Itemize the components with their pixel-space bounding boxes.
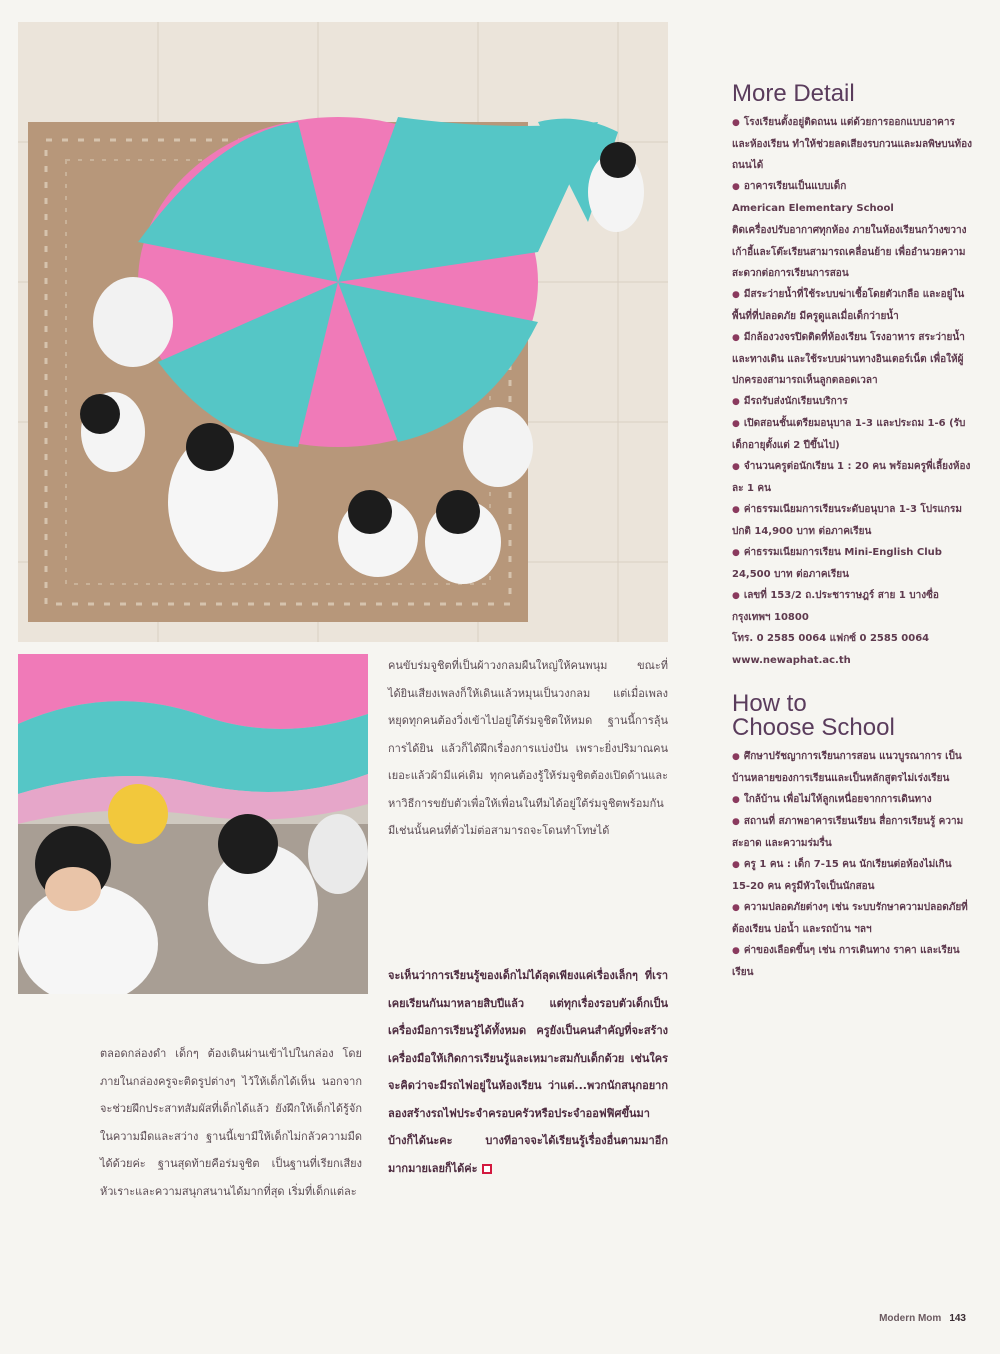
page-number: 143: [949, 1313, 966, 1324]
article-text-left-bottom: [100, 1040, 362, 1205]
how-to-item: ● ครู 1 คน : เด็ก 7-15 คน นักเรียนต่อห้องไม่เกิน 15-20 คน ครูมีหัวใจเป็นนักสอน: [732, 854, 972, 897]
how-to-item: ● ศึกษาปรัชญาการเรียนการสอน แนวบูรณาการ เป็นบ้านหลายของการเรียนและเป็นหลักสูตรไม่เร่งเรียน: [732, 746, 972, 789]
more-detail-list: [732, 112, 972, 672]
how-to-item: ● ความปลอดภัยต่างๆ เช่น ระบบรักษาความปลอดภัยที่ต้องเรียน บ่อน้ำ และรถบ้าน ฯลฯ: [732, 897, 972, 940]
detail-item: ● ค่าธรรมเนียมการเรียนระดับอนุบาล 1-3 โปรแกรมปกติ 14,900 บาท ต่อภาคเรียน: [732, 499, 972, 542]
detail-item-school-type: American Elementary School: [732, 203, 894, 214]
under-parachute-illustration: [18, 654, 368, 994]
detail-item-phone: โทร. 0 2585 0064 แฟกซ์ 0 2585 0064: [732, 633, 930, 644]
detail-item-address: ● เลขที่ 153/2 ถ.ประชาราษฎร์ สาย 1 บางซื่อ กรุงเทพฯ 10800: [732, 585, 972, 628]
detail-item: ● จำนวนครูต่อนักเรียน 1 : 20 คน พร้อมครูพี่เลี้ยงห้องละ 1 คน: [732, 456, 972, 499]
how-to-item: ● ค่าของเลือดขึ้นๆ เช่น การเดินทาง ราคา และเรียนเรียน: [732, 940, 972, 983]
paragraph: ตลอดกล่องดำ เด็กๆ ต้องเดินผ่านเข้าไปในกล่อง โดยภายในกล่องครูจะติดรูปต่างๆ ไว้ให้เด็กได้เห็น นอกจากจะช่วยฝึกประสาทสัมผัสที่เด็กได้แล้ว ยังฝึกให้เด็กได้รู้จักในความมืดและสว่าง ฐานนี้เขามีให้เด็กไม่กลัวความมืดได้ด้วยค่ะ ฐานสุดท้ายคือร่มจูชิต เป็นฐานที่เรียกเสียงหัวเราะและความสนุกสนานได้มากที่สุด เริ่มที่เด็กแต่ละ: [100, 1047, 362, 1198]
article-text-mid-top: [388, 652, 668, 845]
detail-item: ● โรงเรียนตั้งอยู่ติดถนน แต่ด้วยการออกแบบอาคารและห้องเรียน ทำให้ช่วยลดเสียงรบกวนและมลพิษบนท้องถนนได้: [732, 112, 972, 176]
end-mark-icon: [482, 1164, 492, 1174]
paragraph: จะเห็นว่าการเรียนรู้ของเด็กไม่ได้ลุดเพียงแค่เรื่องเล็กๆ ที่เราเคยเรียนกันมาหลายสิบปีแล้ว แต่ทุกเรื่องรอบตัวเด็กเป็นเครื่องมือการเรียนรู้ได้ทั้งหมด ครูยังเป็นคนสำคัญที่จะสร้างเครื่องมือให้เกิดการเรียนรู้และเหมาะสมกับเด็กด้วย เช่นใครจะคิดว่าจะมีรถไฟอยู่ในห้องเรียน ว่าแต่...พวกนักสนุกอยากลองสร้างรถไฟประจำครอบครัวหรือประจำออฟฟิศขึ้นมาบ้างก็ได้นะคะ บางทีอาจจะได้เรียนรู้เรื่องอื่นตามมาอีกมากมายเลยก็ได้ค่ะ: [388, 969, 668, 1175]
detail-item-website[interactable]: www.newaphat.ac.th: [732, 655, 851, 666]
detail-item: ● ค่าธรรมเนียมการเรียน Mini-English Club 24,500 บาท ต่อภาคเรียน: [732, 542, 972, 585]
detail-item: ● เปิดสอนชั้นเตรียมอนุบาล 1-3 และประถม 1-6 (รับเด็กอายุตั้งแต่ 2 ปีขึ้นไป): [732, 413, 972, 456]
detail-item: ● มีสระว่ายน้ำที่ใช้ระบบฆ่าเชื้อโดยตัวเกลือ และอยู่ในพื้นที่ที่ปลอดภัย มีครูดูแลเมื่อเด็กว่ายน้ำ: [732, 284, 972, 327]
more-detail-heading: More Detail: [732, 80, 855, 107]
sidebar: [732, 82, 972, 983]
detail-item: ● อาคารเรียนเป็นแบบเด็ก: [732, 176, 972, 198]
detail-item: ● มีรถรับส่งนักเรียนบริการ: [732, 391, 972, 413]
detail-item: ● มีกล้องวงจรปิดติดที่ห้องเรียน โรงอาหาร สระว่ายน้ำ และทางเดิน และใช้ระบบผ่านทางอินเตอร์เน็ต เพื่อให้ผู้ปกครองสามารถเห็นลูกตลอดเวลา: [732, 327, 972, 391]
article-text-mid-bottom: [388, 962, 668, 1182]
how-to-item: ● ใกล้บ้าน เพื่อไม่ให้ลูกเหนื่อยจากการเดินทาง: [732, 789, 972, 811]
photo-parachute-overhead: [18, 22, 668, 642]
how-to-heading: How to Choose School: [732, 690, 895, 741]
detail-item: ติดเครื่องปรับอากาศทุกห้อง ภายในห้องเรียนกว้างขวาง เก้าอี้และโต๊ะเรียนสามารถเคลื่อนย้าย เพื่ออำนวยความสะดวกต่อการเรียนการสอน: [732, 225, 967, 279]
magazine-name: Modern Mom: [879, 1313, 942, 1324]
how-to-list: [732, 746, 972, 983]
parachute-overhead-illustration: [18, 22, 668, 642]
photo-under-parachute: [18, 654, 368, 994]
paragraph: คนขับร่มจูชิตที่เป็นผ้าวงกลมผืนใหญ่ให้คนพนุม ขณะที่ได้ยินเสียงเพลงก็ให้เดินแล้วหมุนเป็นวงกลม แต่เมื่อเพลงหยุดทุกคนต้องวิ่งเข้าไปอยู่ใต้ร่มจูชิตให้หมด ฐานนี้การลุ้นการได้ยิน แล้วก็ได้ฝึกเรื่องการแบ่งปัน เพราะยิ่งปริมาณคนเยอะแล้วผ้ามีแค่เดิม ทุกคนต้องรู้ให้ร่มจูชิตต้องเปิดด้านและหาวิธีการขยับตัวเพื่อให้เพื่อนในทีมได้อยู่ใต้ร่มจูชิตพร้อมกัน มีเช่นนั้นคนที่ตัวไม่ต่อสามารถจะโดนทำโทษได้: [388, 659, 668, 837]
how-to-item: ● สถานที่ สภาพอาคารเรียนเรียน สื่อการเรียนรู้ ความสะอาด และความร่มรื่น: [732, 811, 972, 854]
page-footer: [879, 1313, 966, 1324]
